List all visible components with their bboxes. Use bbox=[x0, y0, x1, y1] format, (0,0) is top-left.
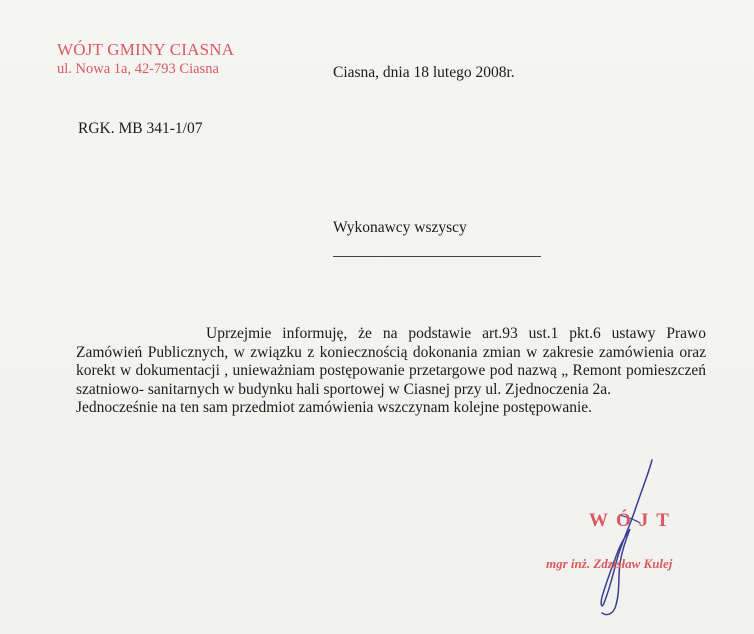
body-paragraph-1-text: Uprzejmie informuję, że na podstawie art.93 ust.1 pkt.6 ustawy Prawo Zamówień Publicznych, w związku z koniecznością dokonania zmian w zakresie zamówienia oraz korekt w dokumentacji , unieważniam postępowanie przetargowe pod nazwą „ Remont pomieszczeń szatniowo- sanitarnych w budynku hali sportowej w Ciasnej przy ul. Zjednoczenia 2a. bbox=[76, 325, 706, 398]
body-paragraph-1 bbox=[76, 325, 706, 399]
signature-title: WÓJT bbox=[589, 510, 677, 531]
reference-number: RGK. MB 341-1/07 bbox=[78, 120, 203, 137]
letter-date: Ciasna, dnia 18 lutego 2008r. bbox=[333, 64, 515, 81]
signature-name: mgr inż. Zdzisław Kulej bbox=[546, 556, 673, 571]
office-name: WÓJT GMINY CIASNA bbox=[57, 40, 235, 59]
addressee: Wykonawcy wszyscy bbox=[333, 219, 467, 236]
office-address: ul. Nowa 1a, 42-793 Ciasna bbox=[57, 61, 219, 77]
body-paragraph-2: Jednocześnie na ten sam przedmiot zamówienia wszczynam kolejne postępowanie. bbox=[76, 399, 593, 417]
handwritten-signature bbox=[590, 455, 660, 620]
letter-body bbox=[76, 325, 706, 418]
office-stamp bbox=[57, 40, 234, 78]
addressee-underline bbox=[333, 256, 541, 257]
